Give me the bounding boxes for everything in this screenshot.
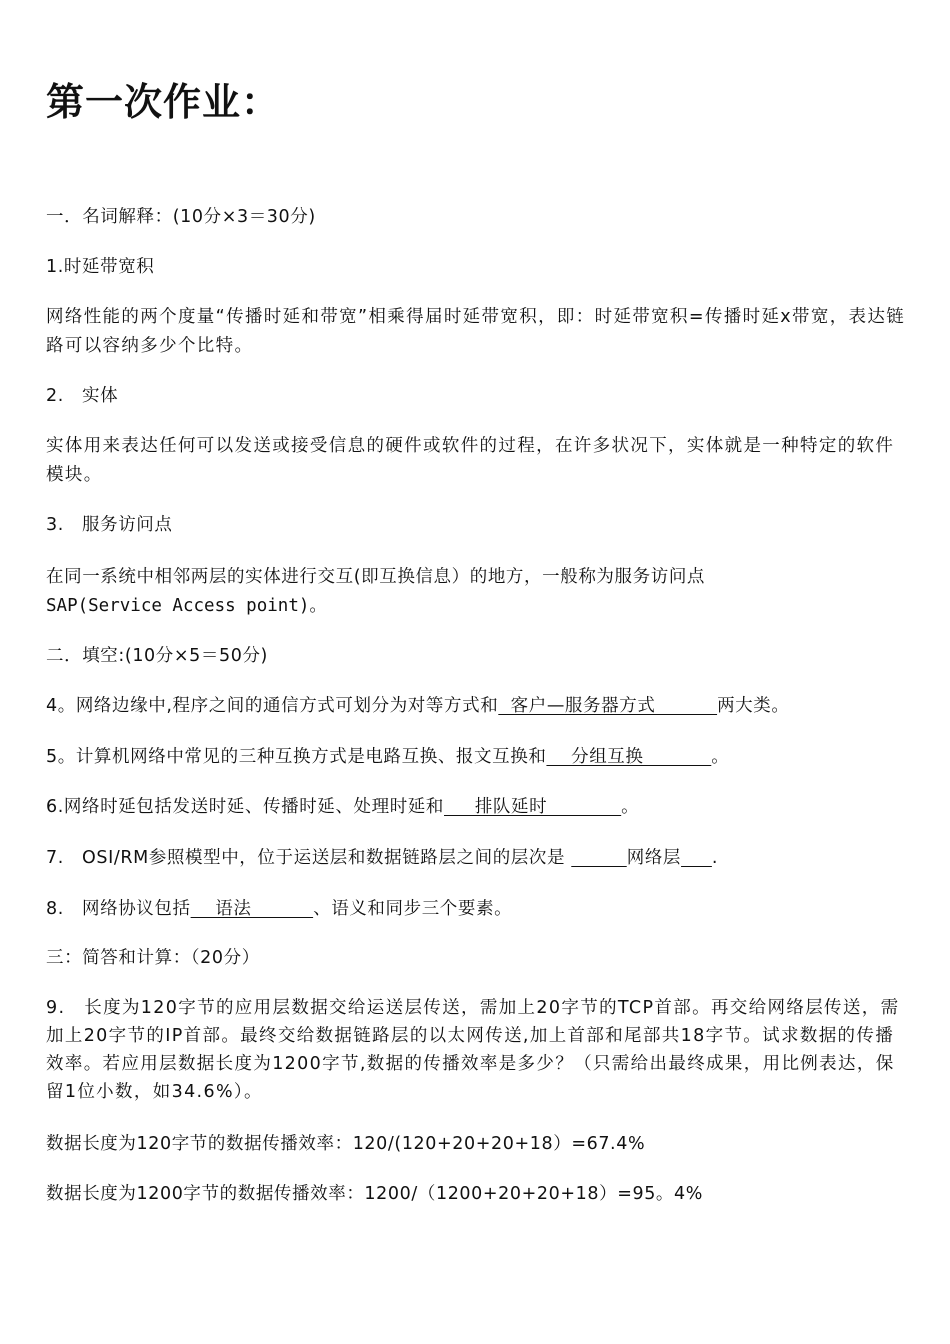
q2-answer: 实体用来表达任何可以发送或接受信息的硬件或软件的过程，在许多状况下，实体就是一种特定的软件模块。 — [46, 436, 895, 485]
q8-answer-blank: 语法 — [190, 899, 314, 919]
q5-text: 5。计算机网络中常见的三种互换方式是电路互换、报文互换和 — [46, 747, 547, 767]
q7-text: 7. OSI/RM参照模型中，位于运送层和数据链路层之间的层次是 — [46, 848, 572, 868]
section3-heading: 三：简答和计算：（20分） — [46, 948, 260, 968]
q4-answer-blank: 客户—服务器方式 — [498, 696, 718, 716]
q3-answer-line2: SAP(Service Access point)。 — [46, 596, 327, 616]
q4-line — [46, 693, 789, 719]
section1-heading: 一．名词解释：(10分×3＝30分) — [46, 207, 316, 227]
q6-text: 6.网络时延包括发送时延、传播时延、处理时延和 — [46, 797, 444, 817]
q6-answer-blank: 排队延时 — [444, 797, 622, 817]
q5-text-end: 。 — [711, 747, 730, 767]
q2-label: 2. 实体 — [46, 386, 119, 406]
q9-answer-2: 数据长度为1200字节的数据传播效率：1200/（1200+20+20+18）=95。4% — [46, 1184, 703, 1204]
q7-answer: 网络层 — [626, 848, 682, 868]
q3-answer-line1: 在同一系统中相邻两层的实体进行交互(即互换信息）的地方，一般称为服务访问点 — [46, 567, 706, 587]
q3-label: 3. 服务访问点 — [46, 515, 173, 535]
q7-blank-2 — [681, 848, 712, 868]
q1-answer: 网络性能的两个度量“传播时延和带宽”相乘得届时延带宽积，即：时延带宽积=传播时延x带宽，表达链路可以容纳多少个比特。 — [46, 307, 906, 356]
q7-text-end: . — [711, 848, 719, 868]
q7-line — [46, 845, 718, 871]
q5-answer-blank: 分组互换 — [546, 747, 712, 767]
q9-answer-1: 数据长度为120字节的数据传播效率：120/(120+20+20+18）=67.4% — [46, 1134, 646, 1154]
q9-question: 9. 长度为120字节的应用层数据交给运送层传送，需加上20字节的TCP首部。再交给网络层传送，需加上20字节的IP首部。最终交给数据链路层的以太网传送,加上首部和尾部共18字节。试求数据的传播效率。若应用层数据长度为1200字节,数据的传播效率是多少？（只需给出最终成果，用比例表达，保留1位小数，如34.6%）。 — [46, 998, 900, 1102]
q5-line — [46, 744, 729, 770]
q1-label: 1.时延带宽积 — [46, 257, 155, 277]
q4-text-end: 两大类。 — [717, 696, 790, 716]
q7-blank-1 — [571, 848, 626, 868]
q6-text-end: 。 — [621, 797, 640, 817]
q6-line — [46, 794, 639, 820]
page-title: 第一次作业： — [46, 80, 281, 124]
q8-line — [46, 896, 512, 922]
q8-text: 8. 网络协议包括 — [46, 899, 191, 919]
section2-heading: 二．填空:(10分×5＝50分) — [46, 646, 268, 666]
q8-text-end: 、语义和同步三个要素。 — [313, 899, 513, 919]
q4-text: 4。网络边缘中,程序之间的通信方式可划分为对等方式和 — [46, 696, 499, 716]
